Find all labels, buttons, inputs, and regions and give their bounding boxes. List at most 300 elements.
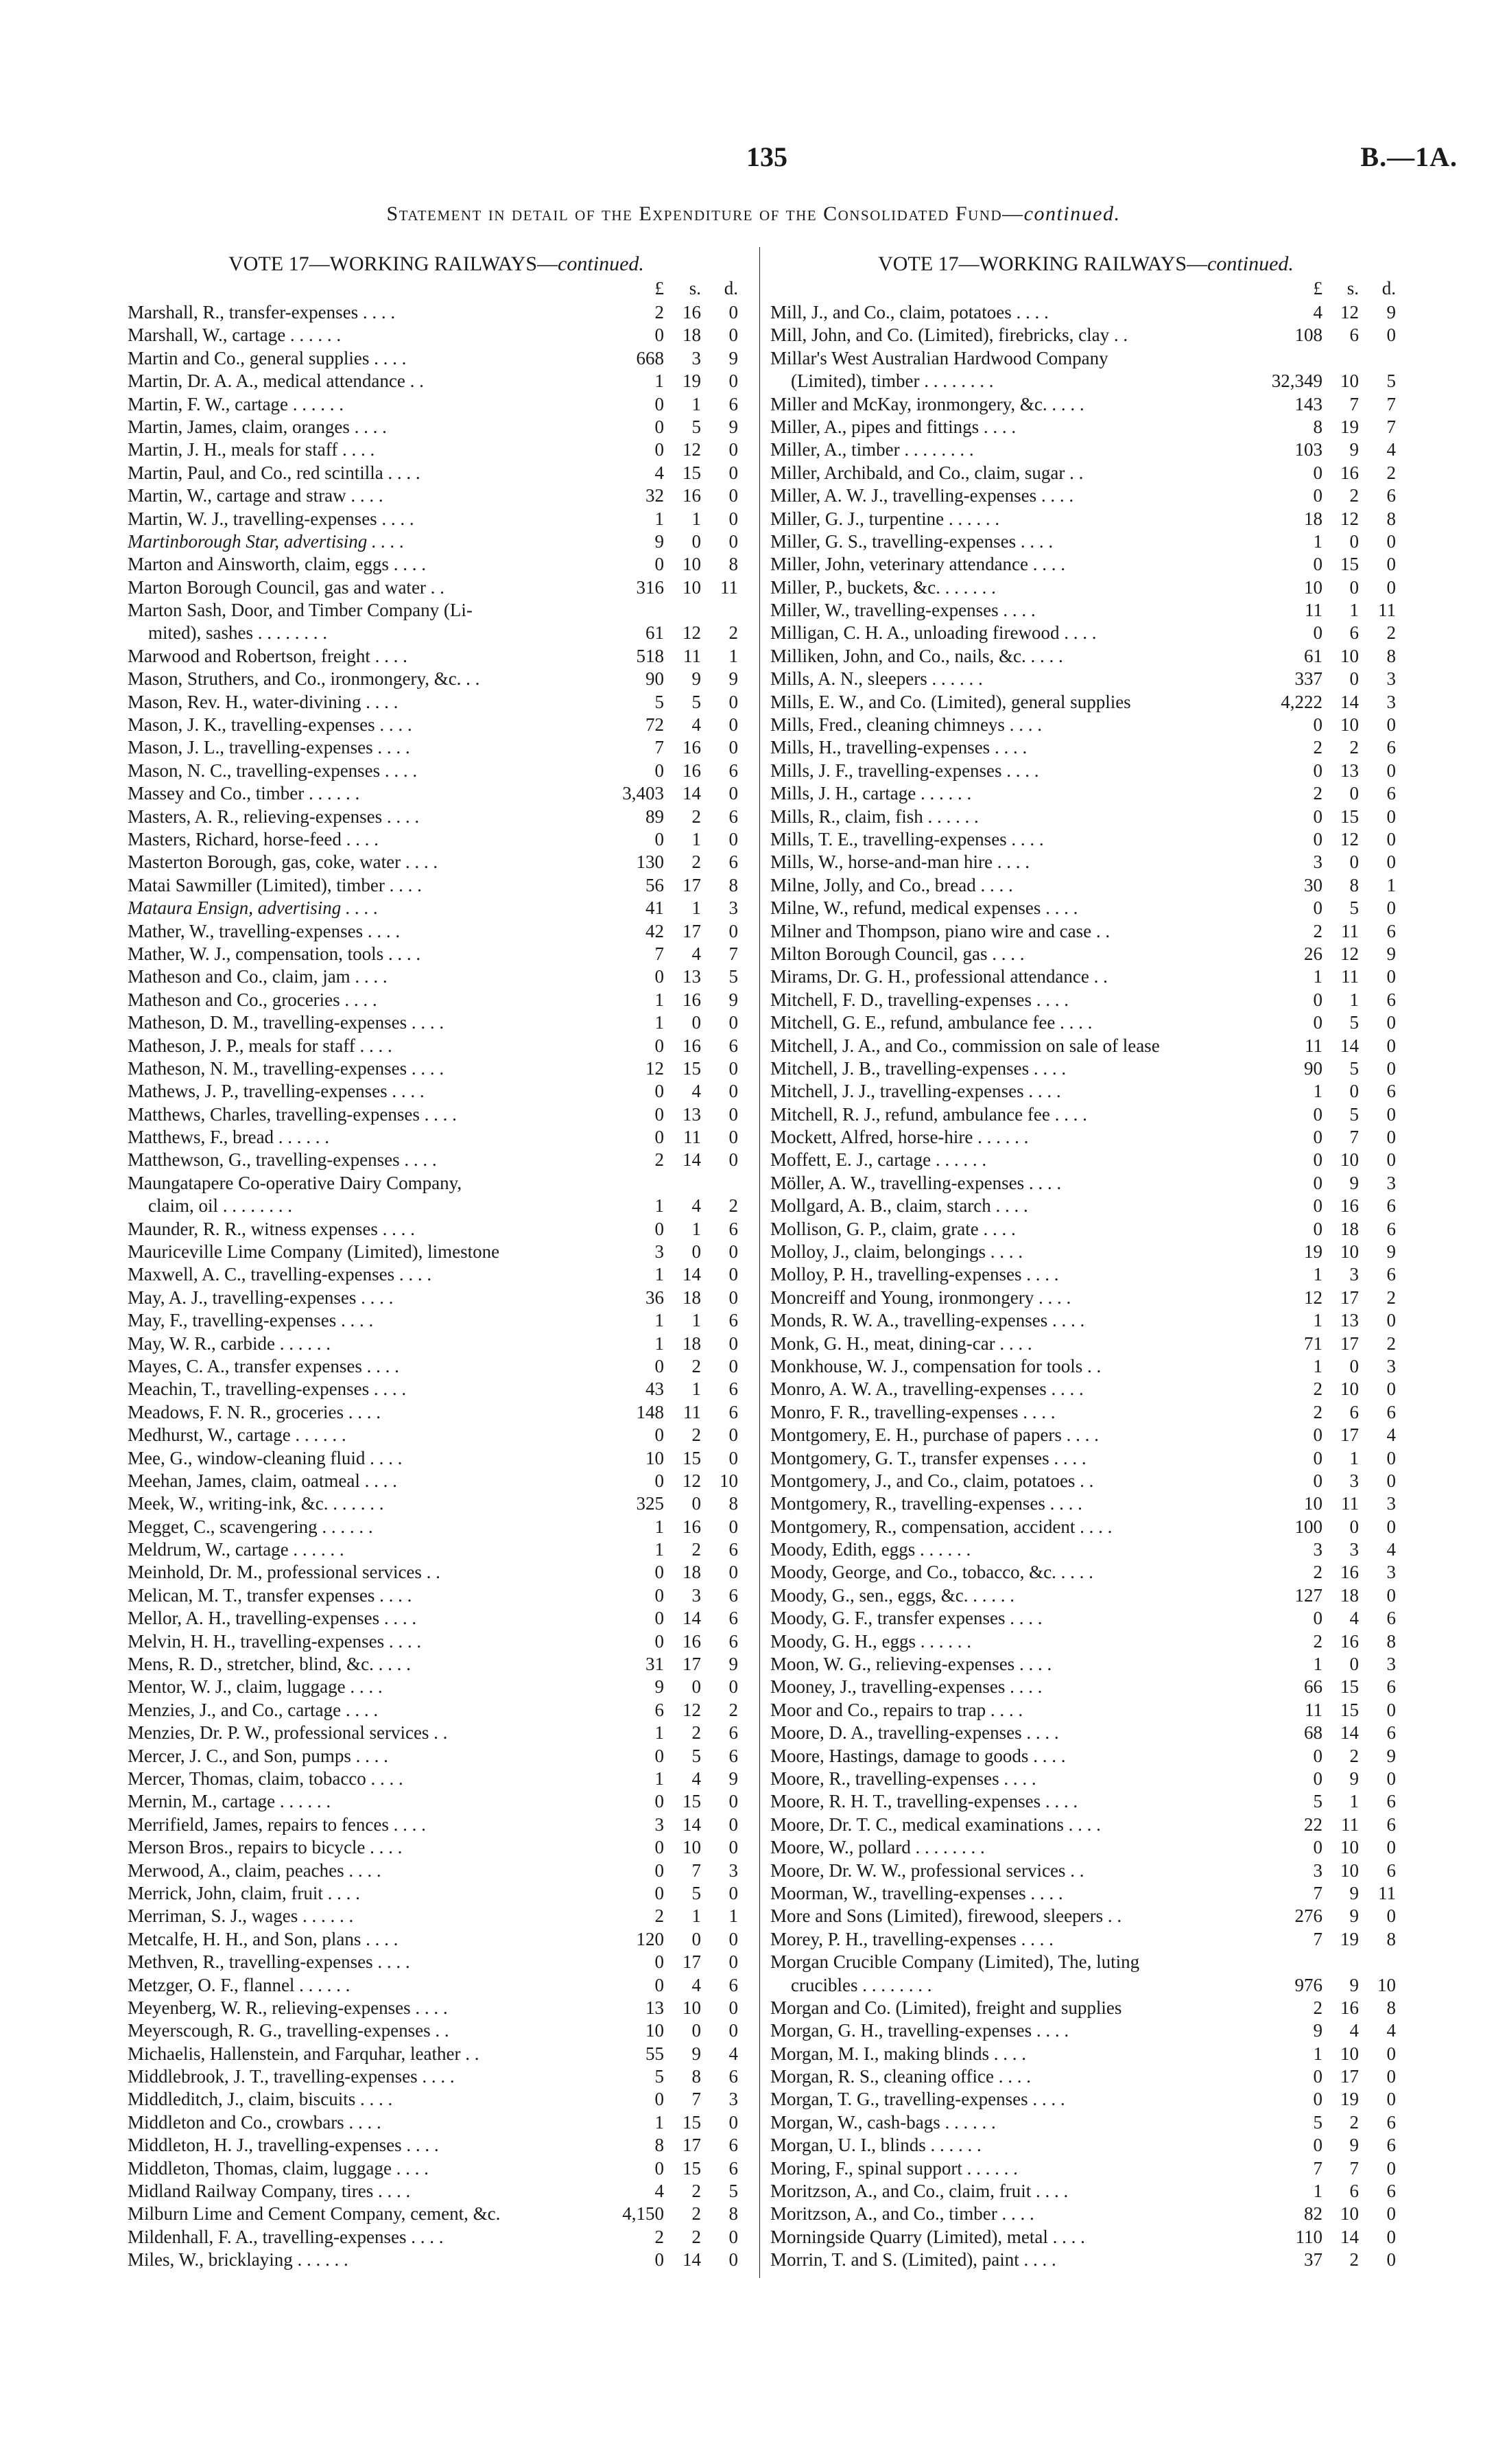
expenditure-row bbox=[770, 1287, 1401, 1309]
payee-description: Melvin, H. H., travelling-expenses . . . . bbox=[128, 1630, 422, 1652]
payee-description: Mataura Ensign, advertising . . . . bbox=[128, 897, 379, 919]
amount-pence: 3 bbox=[1386, 1172, 1396, 1193]
payee-description: Mills, Fred., cleaning chimneys . . . . bbox=[770, 714, 1042, 736]
payee-description: Montgomery, J., and Co., claim, potatoes . . bbox=[770, 1470, 1094, 1491]
payee-description: Middlebrook, J. T., travelling-expenses . . . . bbox=[128, 2066, 455, 2087]
payee-description: Morgan, G. H., travelling-expenses . . . . bbox=[770, 2020, 1069, 2041]
payee-description: Morgan, U. I., blinds . . . . . . bbox=[770, 2135, 982, 2156]
amount-pounds: 37 bbox=[1304, 2249, 1322, 2271]
amount-pounds: 1 bbox=[1313, 1081, 1322, 1102]
payee-description: Moody, George, and Co., tobacco, &c. . . . . bbox=[770, 1562, 1093, 1583]
amount-pounds: 1 bbox=[1313, 1355, 1322, 1376]
payee-description: Mooney, J., travelling-expenses . . . . bbox=[770, 1676, 1043, 1698]
expenditure-row bbox=[770, 1538, 1401, 1561]
payee-description: (Limited), timber . . . . . . . . bbox=[791, 371, 994, 392]
amount-shillings: 3 bbox=[1349, 1264, 1359, 1285]
amount-shillings: 11 bbox=[1341, 966, 1359, 987]
vote-heading-text: VOTE 17—WORKING RAILWAYS— bbox=[228, 253, 558, 275]
amount-shillings: 9 bbox=[1349, 439, 1359, 460]
expenditure-row bbox=[770, 438, 1401, 461]
amount-pounds: 55 bbox=[645, 2043, 664, 2064]
expenditure-row bbox=[128, 1630, 745, 1653]
expenditure-row bbox=[128, 1195, 745, 1217]
payee-description: Mildenhall, F. A., travelling-expenses . . . . bbox=[128, 2226, 444, 2247]
expenditure-row bbox=[128, 462, 745, 484]
expenditure-row bbox=[770, 1447, 1401, 1470]
payee-description: Maunder, R. R., witness expenses . . . . bbox=[128, 1218, 415, 1239]
amount-pence: 0 bbox=[728, 1951, 738, 1973]
payee-description: Megget, C., scavengering . . . . . . bbox=[128, 1516, 373, 1537]
amount-shillings: 5 bbox=[1349, 1012, 1359, 1033]
amount-pence: 0 bbox=[728, 1081, 738, 1102]
payee-description: Morgan, T. G., travelling-expenses . . . . bbox=[770, 2089, 1065, 2110]
pence-unit: d. bbox=[1381, 278, 1396, 298]
amount-pence: 0 bbox=[728, 1127, 738, 1148]
amount-pence: 8 bbox=[728, 2203, 738, 2225]
amount-pounds: 0 bbox=[1313, 1424, 1322, 1446]
payee-description: Martin, J. H., meals for staff . . . . bbox=[128, 439, 375, 460]
pounds-unit: £ bbox=[654, 278, 664, 298]
amount-pounds: 0 bbox=[1313, 622, 1322, 644]
amount-pence: 0 bbox=[728, 737, 738, 758]
amount-pence: 6 bbox=[1386, 1195, 1396, 1217]
amount-pounds: 0 bbox=[654, 1951, 664, 1973]
amount-shillings: 17 bbox=[683, 920, 701, 941]
payee-description: Mason, Rev. H., water-divining . . . . bbox=[128, 691, 399, 712]
payee-description: Milburn Lime and Cement Company, cement, &c. bbox=[128, 2203, 501, 2225]
payee-description: Meyerscough, R. G., travelling-expenses . . bbox=[128, 2020, 449, 2041]
expenditure-row bbox=[770, 301, 1401, 324]
amount-pounds: 2 bbox=[1313, 1401, 1322, 1422]
expenditure-row bbox=[770, 462, 1401, 484]
amount-pounds: 0 bbox=[654, 1584, 664, 1606]
amount-shillings: 14 bbox=[683, 1608, 701, 1629]
amount-shillings: 10 bbox=[1340, 371, 1359, 392]
amount-pence: 9 bbox=[1386, 302, 1396, 322]
amount-shillings: 0 bbox=[1349, 1081, 1359, 1102]
amount-pounds: 2 bbox=[1313, 920, 1322, 941]
amount-pence: 6 bbox=[728, 852, 738, 873]
amount-pence: 2 bbox=[728, 1195, 738, 1217]
amount-shillings: 14 bbox=[1340, 1035, 1359, 1056]
amount-shillings: 16 bbox=[683, 1035, 701, 1056]
amount-pence: 0 bbox=[1386, 1378, 1396, 1400]
amount-pounds: 9 bbox=[654, 1676, 664, 1698]
expenditure-row bbox=[128, 668, 745, 690]
amount-pence: 10 bbox=[720, 1470, 738, 1491]
expenditure-row bbox=[770, 1974, 1401, 1997]
payee-description: Martin, W., cartage and straw . . . . bbox=[128, 485, 383, 506]
amount-shillings: 19 bbox=[1340, 416, 1359, 437]
amount-pence: 0 bbox=[728, 1562, 738, 1583]
expenditure-row bbox=[128, 645, 745, 668]
payee-description: Matthewson, G., travelling-expenses . . . . bbox=[128, 1149, 437, 1171]
amount-pounds: 976 bbox=[1294, 1974, 1322, 1995]
amount-shillings: 17 bbox=[1340, 2066, 1359, 2087]
amount-pence: 6 bbox=[1386, 1791, 1396, 1812]
expenditure-row bbox=[770, 874, 1401, 897]
payee-description: Marton Sash, Door, and Timber Company (Li- bbox=[128, 600, 473, 621]
amount-pounds: 43 bbox=[645, 1378, 664, 1400]
amount-shillings: 12 bbox=[1340, 943, 1359, 964]
amount-shillings: 0 bbox=[1349, 1355, 1359, 1376]
payee-description: Marshall, W., cartage . . . . . . bbox=[128, 325, 342, 346]
expenditure-row bbox=[128, 1561, 745, 1584]
amount-pence: 0 bbox=[728, 2226, 738, 2247]
amount-pence: 9 bbox=[728, 1768, 738, 1789]
payee-description: Matheson, J. P., meals for staff . . . . bbox=[128, 1035, 392, 1056]
expenditure-row bbox=[770, 2157, 1401, 2180]
amount-shillings: 16 bbox=[1340, 1562, 1359, 1583]
amount-shillings: 11 bbox=[683, 645, 701, 666]
amount-pounds: 0 bbox=[654, 760, 664, 781]
expenditure-row bbox=[770, 1057, 1401, 1080]
amount-pence: 0 bbox=[728, 920, 738, 941]
amount-shillings: 4 bbox=[691, 1974, 701, 1995]
payee-description: Mason, Struthers, and Co., ironmongery, &c. . . bbox=[128, 668, 480, 690]
amount-pence: 3 bbox=[1386, 1562, 1396, 1583]
amount-pence: 6 bbox=[1386, 1608, 1396, 1629]
amount-pence: 4 bbox=[1386, 2020, 1396, 2041]
expenditure-row bbox=[128, 1401, 745, 1424]
payee-description: Merrifield, James, repairs to fences . . . . bbox=[128, 1814, 426, 1835]
amount-pence: 6 bbox=[728, 1310, 738, 1331]
payee-description: Miller, G. J., turpentine . . . . . . bbox=[770, 508, 1000, 529]
amount-pence: 0 bbox=[1386, 1905, 1396, 1927]
expenditure-row bbox=[128, 576, 745, 599]
amount-pence: 0 bbox=[728, 1057, 738, 1079]
amount-pounds: 2 bbox=[1313, 783, 1322, 804]
expenditure-row bbox=[128, 1011, 745, 1034]
amount-shillings: 1 bbox=[1349, 1447, 1359, 1468]
payee-description: Mitchell, R. J., refund, ambulance fee . . . . bbox=[770, 1103, 1087, 1125]
expenditure-row bbox=[770, 1859, 1401, 1882]
expenditure-row bbox=[770, 1836, 1401, 1859]
expenditure-row bbox=[770, 1928, 1401, 1951]
amount-pounds: 4,150 bbox=[622, 2203, 664, 2225]
amount-shillings: 9 bbox=[691, 668, 701, 690]
amount-shillings: 12 bbox=[1340, 828, 1359, 849]
amount-pounds: 1 bbox=[654, 1768, 664, 1789]
amount-shillings: 2 bbox=[691, 1722, 701, 1744]
amount-pounds: 0 bbox=[654, 554, 664, 575]
payee-description: crucibles . . . . . . . . bbox=[791, 1974, 932, 1995]
amount-shillings: 0 bbox=[1349, 530, 1359, 552]
expenditure-row bbox=[770, 1263, 1401, 1286]
amount-pence: 0 bbox=[1386, 1516, 1396, 1537]
amount-pounds: 668 bbox=[636, 347, 664, 368]
payee-description: Miller and McKay, ironmongery, &c. . . . . bbox=[770, 393, 1084, 414]
amount-pounds: 0 bbox=[1313, 1172, 1322, 1193]
payee-description: Molloy, J., claim, belongings . . . . bbox=[770, 1241, 1023, 1263]
payee-description: Mitchell, J. B., travelling-expenses . . . . bbox=[770, 1057, 1067, 1079]
amount-shillings: 14 bbox=[1340, 691, 1359, 712]
amount-shillings: 2 bbox=[1349, 2249, 1359, 2271]
payee-description: Merrick, John, claim, fruit . . . . bbox=[128, 1882, 360, 1903]
amount-pence: 3 bbox=[728, 2089, 738, 2110]
expenditure-row bbox=[128, 599, 745, 622]
amount-pounds: 2 bbox=[1313, 1997, 1322, 2018]
payee-description: Maxwell, A. C., travelling-expenses . . . . bbox=[128, 1264, 432, 1285]
statement-title-text: Statement in detail of the Expenditure of the Consolidated Fund— bbox=[386, 202, 1024, 225]
amount-pounds: 103 bbox=[1294, 439, 1322, 460]
payee-description: Meachin, T., travelling-expenses . . . . bbox=[128, 1378, 407, 1400]
amount-pence: 0 bbox=[728, 302, 738, 322]
amount-shillings: 2 bbox=[1349, 737, 1359, 758]
amount-pounds: 2 bbox=[654, 302, 664, 322]
amount-pounds: 0 bbox=[1313, 485, 1322, 506]
amount-pence: 8 bbox=[1386, 508, 1396, 529]
amount-pounds: 3,403 bbox=[622, 783, 664, 804]
amount-shillings: 15 bbox=[683, 462, 701, 483]
expenditure-row bbox=[128, 1172, 745, 1195]
amount-pounds: 42 bbox=[645, 920, 664, 941]
payee-description: Mathews, J. P., travelling-expenses . . . . bbox=[128, 1081, 425, 1102]
amount-pence: 0 bbox=[728, 1814, 738, 1835]
amount-pounds: 0 bbox=[1313, 554, 1322, 575]
amount-shillings: 13 bbox=[683, 966, 701, 987]
payee-description: Mens, R. D., stretcher, blind, &c. . . . . bbox=[128, 1654, 411, 1675]
amount-pounds: 0 bbox=[1313, 1195, 1322, 1217]
amount-shillings: 5 bbox=[691, 1882, 701, 1903]
expenditure-row bbox=[128, 553, 745, 576]
amount-pence: 0 bbox=[1386, 1837, 1396, 1858]
amount-pence: 0 bbox=[1386, 576, 1396, 598]
payee-description: Mee, G., window-cleaning fluid . . . . bbox=[128, 1447, 403, 1468]
expenditure-row bbox=[128, 1263, 745, 1286]
expenditure-row bbox=[770, 714, 1401, 736]
amount-pounds: 0 bbox=[654, 1974, 664, 1995]
amount-pence: 5 bbox=[728, 966, 738, 987]
amount-shillings: 16 bbox=[683, 760, 701, 781]
amount-pounds: 1 bbox=[654, 989, 664, 1010]
amount-pence: 2 bbox=[728, 1699, 738, 1720]
amount-pounds: 56 bbox=[645, 874, 664, 895]
amount-shillings: 9 bbox=[1349, 2135, 1359, 2156]
payee-description: Martin and Co., general supplies . . . . bbox=[128, 347, 407, 368]
amount-shillings: 6 bbox=[1349, 622, 1359, 644]
expenditure-row bbox=[770, 1470, 1401, 1492]
payee-description: Moore, Dr. W. W., professional services . . bbox=[770, 1859, 1084, 1881]
amount-shillings: 16 bbox=[683, 1516, 701, 1537]
amount-shillings: 15 bbox=[1340, 1699, 1359, 1720]
amount-pounds: 0 bbox=[654, 1035, 664, 1056]
amount-pence: 6 bbox=[728, 760, 738, 781]
expenditure-row bbox=[128, 806, 745, 828]
amount-pounds: 0 bbox=[654, 1424, 664, 1446]
amount-pence: 6 bbox=[728, 1745, 738, 1766]
expenditure-row bbox=[128, 2180, 745, 2203]
amount-pence: 3 bbox=[1386, 668, 1396, 690]
amount-pounds: 0 bbox=[1313, 828, 1322, 849]
expenditure-row bbox=[770, 1790, 1401, 1813]
expenditure-row bbox=[128, 370, 745, 392]
amount-pounds: 41 bbox=[645, 897, 664, 919]
expenditure-row bbox=[128, 2249, 745, 2271]
amount-pounds: 1 bbox=[1313, 530, 1322, 552]
amount-pounds: 90 bbox=[1304, 1057, 1322, 1079]
amount-pence: 2 bbox=[728, 622, 738, 644]
payee-description: Mayes, C. A., transfer expenses . . . . bbox=[128, 1355, 399, 1376]
amount-pounds: 30 bbox=[1304, 874, 1322, 895]
amount-pounds: 1 bbox=[1313, 2181, 1322, 2202]
payee-description: Moncreiff and Young, ironmongery . . . . bbox=[770, 1287, 1071, 1308]
payee-description: Moody, Edith, eggs . . . . . . bbox=[770, 1539, 971, 1560]
amount-pence: 0 bbox=[728, 462, 738, 483]
payee-description: claim, oil . . . . . . . . bbox=[148, 1195, 292, 1217]
amount-pounds: 1 bbox=[654, 1516, 664, 1537]
amount-pence: 6 bbox=[1386, 783, 1396, 804]
amount-shillings: 6 bbox=[1349, 2181, 1359, 2202]
amount-shillings: 18 bbox=[683, 1287, 701, 1308]
amount-shillings: 16 bbox=[1340, 1997, 1359, 2018]
amount-pounds: 0 bbox=[654, 1859, 664, 1881]
amount-pence: 0 bbox=[728, 691, 738, 712]
payee-description: Mitchell, J. A., and Co., commission on sale of lease bbox=[770, 1035, 1160, 1056]
payee-description: Masterton Borough, gas, coke, water . . . . bbox=[128, 852, 438, 873]
expenditure-row bbox=[128, 530, 745, 553]
amount-pence: 2 bbox=[1386, 1333, 1396, 1354]
amount-pence: 6 bbox=[1386, 1401, 1396, 1422]
payee-description: Montgomery, G. T., transfer expenses . . . . bbox=[770, 1447, 1087, 1468]
amount-shillings: 9 bbox=[1349, 1768, 1359, 1789]
amount-pounds: 0 bbox=[654, 325, 664, 346]
amount-pounds: 5 bbox=[654, 691, 664, 712]
expenditure-row bbox=[128, 2043, 745, 2065]
amount-pence: 6 bbox=[1386, 1218, 1396, 1239]
amount-shillings: 0 bbox=[691, 2020, 701, 2041]
payee-description: Mills, E. W., and Co. (Limited), general supplies bbox=[770, 691, 1131, 712]
amount-pounds: 10 bbox=[1304, 576, 1322, 598]
amount-shillings: 10 bbox=[1340, 2203, 1359, 2225]
amount-pounds: 10 bbox=[645, 1447, 664, 1468]
expenditure-row bbox=[128, 1080, 745, 1103]
amount-shillings: 16 bbox=[683, 737, 701, 758]
payee-description: Morgan, M. I., making blinds . . . . bbox=[770, 2043, 1026, 2064]
amount-shillings: 15 bbox=[1340, 806, 1359, 827]
expenditure-row bbox=[128, 874, 745, 897]
amount-shillings: 2 bbox=[691, 852, 701, 873]
vote-heading-text: VOTE 17—WORKING RAILWAYS— bbox=[878, 253, 1208, 275]
amount-shillings: 10 bbox=[683, 1997, 701, 2018]
amount-pounds: 2 bbox=[1313, 737, 1322, 758]
expenditure-row bbox=[128, 1699, 745, 1722]
expenditure-row bbox=[128, 1768, 745, 1790]
amount-pence: 6 bbox=[1386, 1264, 1396, 1285]
payee-description: Miller, A., pipes and fittings . . . . bbox=[770, 416, 1017, 437]
amount-shillings: 4 bbox=[691, 1195, 701, 1217]
amount-pounds: 0 bbox=[654, 2089, 664, 2110]
expenditure-row bbox=[770, 806, 1401, 828]
amount-shillings: 19 bbox=[683, 371, 701, 392]
expenditure-row bbox=[128, 691, 745, 714]
amount-pounds: 3 bbox=[1313, 1859, 1322, 1881]
amount-pence: 6 bbox=[1386, 485, 1396, 506]
amount-pounds: 7 bbox=[1313, 1882, 1322, 1903]
amount-pounds: 0 bbox=[1313, 1768, 1322, 1789]
expenditure-row bbox=[128, 714, 745, 736]
amount-pounds: 36 bbox=[645, 1287, 664, 1308]
amount-pence: 6 bbox=[728, 1035, 738, 1056]
payee-description: Matheson, N. M., travelling-expenses . . . . bbox=[128, 1057, 444, 1079]
payee-description: Mills, A. N., sleepers . . . . . . bbox=[770, 668, 983, 690]
expenditure-row bbox=[770, 1424, 1401, 1446]
expenditure-row bbox=[770, 1492, 1401, 1515]
amount-pence: 0 bbox=[1386, 2203, 1396, 2225]
payee-description: Middleton, Thomas, claim, luggage . . . . bbox=[128, 2157, 429, 2179]
expenditure-row bbox=[770, 1997, 1401, 2019]
amount-shillings: 1 bbox=[691, 828, 701, 849]
payee-description: Miller, P., buckets, &c. . . . . . . bbox=[770, 576, 996, 598]
payee-description: Mockett, Alfred, horse-hire . . . . . . bbox=[770, 1127, 1029, 1148]
amount-pounds: 9 bbox=[1313, 2020, 1322, 2041]
amount-pounds: 3 bbox=[1313, 1539, 1322, 1560]
payee-description: Merriman, S. J., wages . . . . . . bbox=[128, 1905, 354, 1927]
payee-description: Moritzson, A., and Co., claim, fruit . . . . bbox=[770, 2181, 1069, 2202]
payee-description: Medhurst, W., cartage . . . . . . bbox=[128, 1424, 346, 1446]
column-divider bbox=[759, 247, 760, 2278]
amount-pounds: 12 bbox=[1304, 1287, 1322, 1308]
amount-pounds: 4,222 bbox=[1281, 691, 1322, 712]
payee-description: Milton Borough Council, gas . . . . bbox=[770, 943, 1025, 964]
expenditure-row bbox=[128, 782, 745, 805]
amount-pounds: 1 bbox=[1313, 1310, 1322, 1331]
amount-shillings: 16 bbox=[683, 989, 701, 1010]
amount-pence: 0 bbox=[1386, 1035, 1396, 1056]
amount-pence: 1 bbox=[1386, 874, 1396, 895]
amount-shillings: 13 bbox=[683, 1103, 701, 1125]
expenditure-row bbox=[128, 2203, 745, 2225]
amount-pence: 5 bbox=[1386, 371, 1396, 392]
amount-pounds: 19 bbox=[1304, 1241, 1322, 1263]
amount-shillings: 5 bbox=[691, 416, 701, 437]
amount-pounds: 0 bbox=[654, 416, 664, 437]
amount-pence: 3 bbox=[1386, 1654, 1396, 1675]
payee-description: Maungatapere Co-operative Dairy Company, bbox=[128, 1172, 462, 1193]
amount-shillings: 15 bbox=[683, 1791, 701, 1812]
payee-description: Moody, G., sen., eggs, &c. . . . . . bbox=[770, 1584, 1014, 1606]
amount-pence: 0 bbox=[728, 439, 738, 460]
statement-title bbox=[0, 202, 1507, 226]
expenditure-row bbox=[770, 691, 1401, 714]
amount-shillings: 0 bbox=[691, 1241, 701, 1263]
amount-shillings: 15 bbox=[683, 1057, 701, 1079]
expenditure-row bbox=[770, 1905, 1401, 1927]
payee-description: Martin, James, claim, oranges . . . . bbox=[128, 416, 387, 437]
amount-pence: 0 bbox=[1386, 966, 1396, 987]
expenditure-row bbox=[770, 622, 1401, 644]
amount-pence: 0 bbox=[1386, 1127, 1396, 1148]
amount-pounds: 31 bbox=[645, 1654, 664, 1675]
amount-shillings: 16 bbox=[1340, 1630, 1359, 1652]
payee-description: Mather, W. J., compensation, tools . . . . bbox=[128, 943, 421, 964]
expenditure-row bbox=[128, 1814, 745, 1836]
amount-pence: 6 bbox=[728, 1608, 738, 1629]
amount-pence: 0 bbox=[728, 1012, 738, 1033]
expenditure-row bbox=[770, 1355, 1401, 1378]
vote-heading-continued: continued. bbox=[1207, 253, 1294, 275]
amount-pounds: 0 bbox=[654, 1791, 664, 1812]
expenditure-row bbox=[128, 1424, 745, 1446]
amount-pence: 2 bbox=[1386, 462, 1396, 483]
amount-shillings: 10 bbox=[1340, 1859, 1359, 1881]
amount-pounds: 7 bbox=[654, 737, 664, 758]
payee-description: Mercer, Thomas, claim, tobacco . . . . bbox=[128, 1768, 403, 1789]
payee-description: Möller, A. W., travelling-expenses . . . . bbox=[770, 1172, 1062, 1193]
amount-shillings: 1 bbox=[691, 1310, 701, 1331]
amount-shillings: 0 bbox=[691, 1012, 701, 1033]
amount-shillings: 17 bbox=[1340, 1424, 1359, 1446]
